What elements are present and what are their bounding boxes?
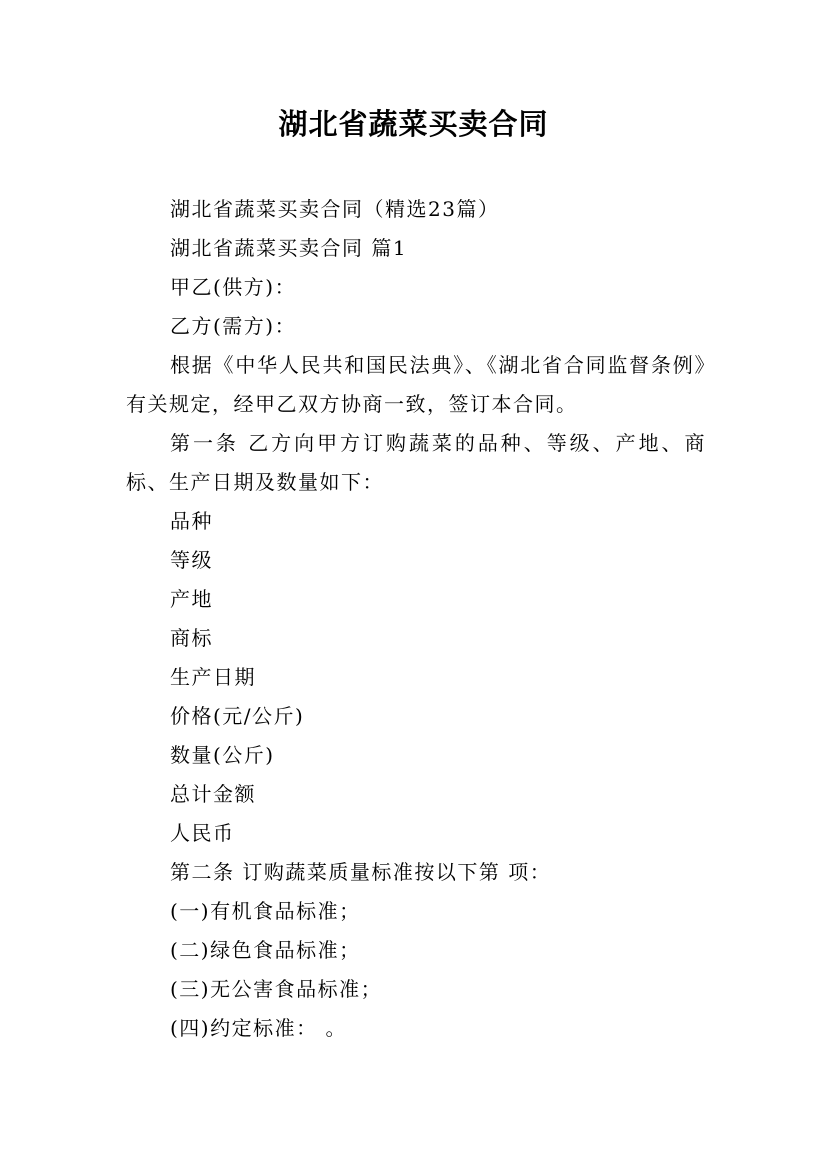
list-item-agreed-standard: (四)约定标准： 。: [170, 1016, 347, 1040]
paragraph-legal-basis: 根据《中华人民共和国民法典》、《湖北省合同监督条例》有关规定，经甲乙双方协商一致，签订本合同。: [126, 353, 706, 416]
list-item-organic-standard: (一)有机食品标准；: [170, 899, 361, 923]
list-item-variety: 品种: [170, 509, 213, 533]
list-item-trademark: 商标: [170, 626, 213, 650]
paragraph-section-heading: 湖北省蔬菜买卖合同 篇1: [170, 236, 408, 260]
list-item-grade: 等级: [170, 548, 213, 572]
list-item-production-date: 生产日期: [170, 665, 256, 689]
paragraph-party-a: 甲乙(供方)：: [170, 275, 297, 299]
paragraph-subtitle: 湖北省蔬菜买卖合同（精选23篇）: [170, 197, 500, 221]
list-item-quantity: 数量(公斤): [170, 743, 275, 767]
paragraph-party-b: 乙方(需方)：: [170, 314, 297, 338]
document-body: [126, 190, 706, 1048]
list-item-rmb: 人民币: [170, 821, 235, 845]
paragraph-article-2: 第二条 订购蔬菜质量标准按以下第 项：: [170, 860, 552, 884]
list-item-green-standard: (二)绿色食品标准；: [170, 938, 361, 962]
list-item-price: 价格(元/公斤): [170, 704, 305, 728]
paragraph-article-1: 第一条 乙方向甲方订购蔬菜的品种、等级、产地、商标、生产日期及数量如下：: [126, 431, 706, 494]
list-item-origin: 产地: [170, 587, 213, 611]
document-title: 湖北省蔬菜买卖合同: [278, 107, 549, 141]
list-item-pollution-free-standard: (三)无公害食品标准；: [170, 977, 383, 1001]
list-item-total-amount: 总计金额: [170, 782, 256, 806]
